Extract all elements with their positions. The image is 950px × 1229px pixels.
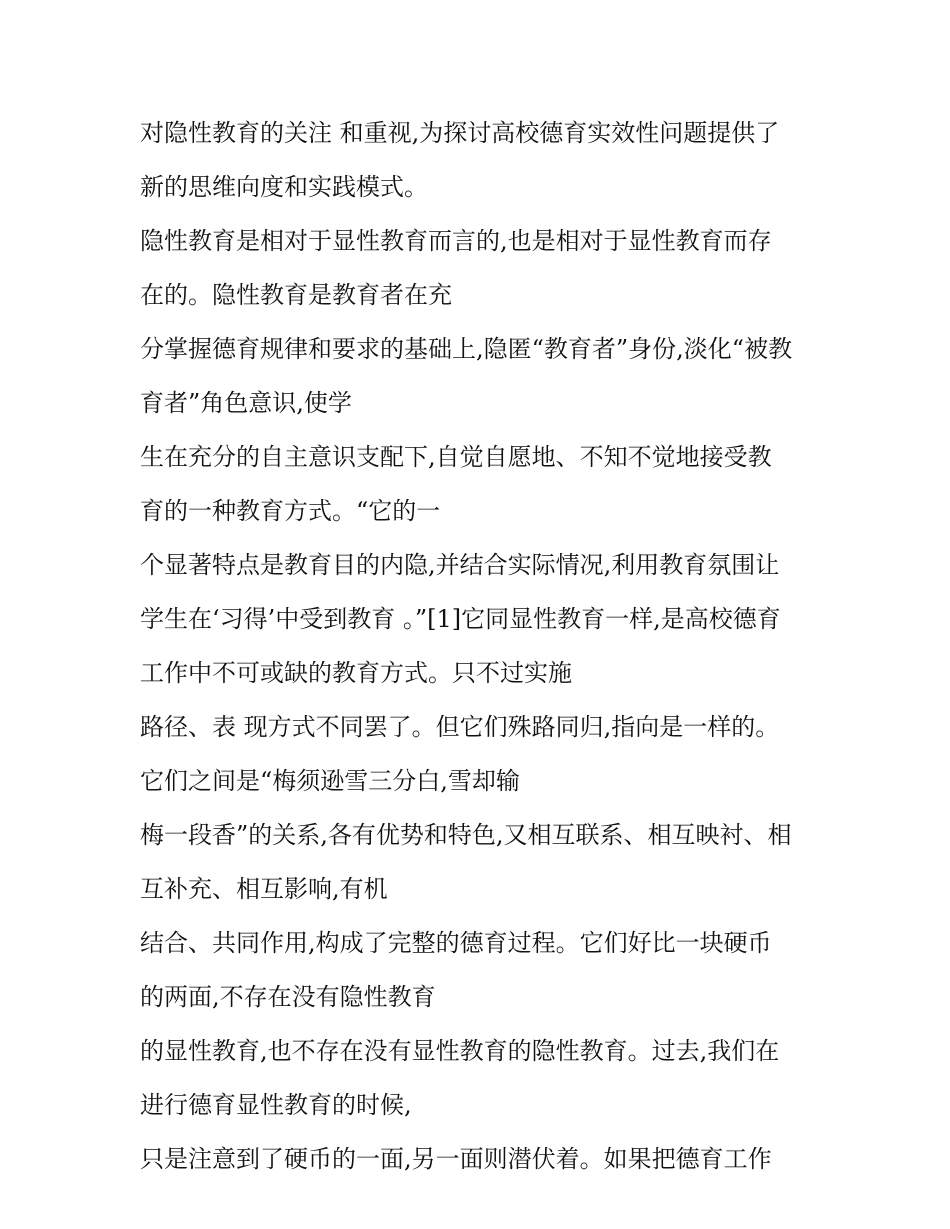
text-line: 分掌握德育规律和要求的基础上,隐匿“教育者”身份,淡化“被教 xyxy=(140,335,793,363)
body-text xyxy=(140,106,830,1186)
text-line: 生在充分的自主意识支配下,自觉自愿地、不知不觉地接受教 xyxy=(140,443,772,471)
text-line: 的显性教育,也不存在没有显性教育的隐性教育。过去,我们在 xyxy=(140,1037,780,1065)
text-line: 隐性教育是相对于显性教育而言的,也是相对于显性教育而存 xyxy=(140,227,772,255)
text-line: 育的一种教育方式。“它的一 xyxy=(140,497,441,525)
text-line: 对隐性教育的关注 和重视,为探讨高校德育实效性问题提供了 xyxy=(140,119,780,147)
text-line: 在的。隐性教育是教育者在充 xyxy=(140,281,452,309)
text-line: 学生在‘习得’中受到教育 。”[1]它同显性教育一样,是高校德育 xyxy=(140,605,781,633)
text-line: 它们之间是“梅须逊雪三分白,雪却输 xyxy=(140,767,520,795)
text-line: 梅一段香”的关系,各有优势和特色,又相互联系、相互映衬、相 xyxy=(140,821,792,849)
text-line: 只是注意到了硬币的一面,另一面则潜伏着。如果把德育工作 xyxy=(140,1145,772,1173)
text-line: 路径、表 现方式不同罢了。但它们殊路同归,指向是一样的。 xyxy=(140,713,780,741)
text-line: 互补充、相互影响,有机 xyxy=(140,875,388,903)
text-line: 个显著特点是教育目的内隐,并结合实际情况,利用教育氛围让 xyxy=(140,551,780,579)
text-line: 结合、共同作用,构成了完整的德育过程。它们好比一块硬币 xyxy=(140,929,772,957)
text-line: 工作中不可或缺的教育方式。只不过实施 xyxy=(140,659,572,687)
text-line: 新的思维向度和实践模式。 xyxy=(140,173,428,201)
text-line: 进行德育显性教育的时候, xyxy=(140,1091,412,1119)
text-line: 育者”角色意识,使学 xyxy=(140,389,352,417)
text-line: 的两面,不存在没有隐性教育 xyxy=(140,983,436,1011)
